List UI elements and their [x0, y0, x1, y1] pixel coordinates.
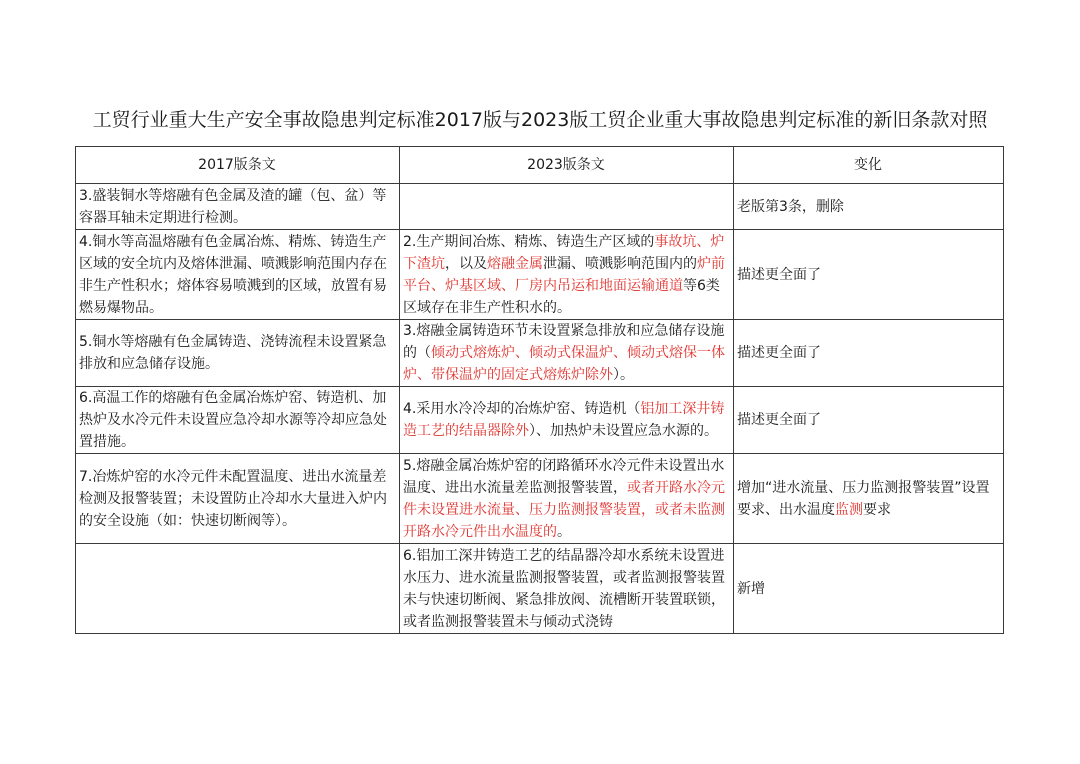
- cell-change: [734, 230, 1004, 320]
- cell-2017: 7.冶炼炉窑的水冷元件未配置温度、进出水流量差检测及报警装置；未设置防止冷却水大量进入炉内的安全设施（如：快速切断阀等）。: [76, 454, 400, 544]
- text-segment: 3.熔融金属铸造环节未设置紧急排放和应急储存设施的（: [403, 323, 725, 361]
- text-segment: 老版第3条，删除: [737, 198, 844, 215]
- text-segment: ）、加热炉未设置应急水源的。: [529, 423, 718, 439]
- table-row: [76, 320, 1004, 387]
- cell-2017: 3.盛装铜水等熔融有色金属及渣的罐（包、盆）等容器耳轴未定期进行检测。: [76, 184, 400, 230]
- highlight-text: 监测: [835, 501, 863, 518]
- cell-2023: [400, 454, 734, 544]
- cell-2017: [76, 544, 400, 634]
- text-segment: 描述更全面了: [737, 412, 821, 428]
- text-segment: 5.熔融金属冶炼炉窑的闭路循环水冷元件未设置出水温度、进出水流量差监测报警装置，: [403, 457, 725, 496]
- text-segment: 增加“进水流量、压力监测报警装置”设置要求、出水温度: [737, 479, 990, 518]
- text-segment: 描述更全面了: [737, 266, 821, 283]
- highlight-text: 熔融金属: [487, 255, 543, 272]
- table-row: [76, 387, 1004, 454]
- cell-2023: [400, 184, 734, 230]
- text-segment: 6.铝加工深井铸造工艺的结晶器冷却水系统未设置进水压力、进水流量监测报警装置，或者监测报警装置未与快速切断阀、紧急排放阀、流槽断开装置联锁，或者监测报警装置未与倾动式浇铸: [403, 547, 725, 630]
- highlight-text: 铝加工深井铸造工艺的结晶器除外: [403, 401, 725, 439]
- cell-change: [734, 454, 1004, 544]
- cell-2023: [400, 387, 734, 454]
- header-2023: 2023版条文: [400, 147, 734, 184]
- cell-change: [734, 387, 1004, 454]
- table-header-row: [76, 147, 1004, 184]
- cell-2023: [400, 230, 734, 320]
- cell-2017: 5.铜水等熔融有色金属铸造、浇铸流程未设置紧急排放和应急储存设施。: [76, 320, 400, 387]
- text-segment: 。: [557, 523, 571, 540]
- text-segment: 要求: [863, 501, 891, 518]
- text-segment: 泄漏、喷溅影响范围内的: [543, 255, 697, 272]
- highlight-text: 倾动式熔炼炉、倾动式保温炉、倾动式熔保一体炉、带保温炉的固定式熔炼炉除外: [403, 345, 725, 383]
- cell-2023: [400, 320, 734, 387]
- cell-2017: 4.铜水等高温熔融有色金属冶炼、精炼、铸造生产区域的安全坑内及熔体泄漏、喷溅影响范围内存在非生产性积水；熔体容易喷溅到的区域，放置有易燃易爆物品。: [76, 230, 400, 320]
- cell-2023: [400, 544, 734, 634]
- document-title: 工贸行业重大生产安全事故隐患判定标准2017版与2023版工贸企业重大事故隐患判定标准的新旧条款对照: [92, 109, 988, 131]
- text-segment: 新增: [737, 580, 765, 597]
- header-2017: 2017版条文: [76, 147, 400, 184]
- cell-change: [734, 184, 1004, 230]
- table-row: [76, 230, 1004, 320]
- text-segment: ）。: [613, 367, 634, 383]
- cell-change: [734, 544, 1004, 634]
- cell-change: [734, 320, 1004, 387]
- header-change: 变化: [734, 147, 1004, 184]
- cell-2017: 6.高温工作的熔融有色金属冶炼炉窑、铸造机、加热炉及水冷元件未设置应急冷却水源等冷却应急处置措施。: [76, 387, 400, 454]
- text-segment: 2.生产期间冶炼、精炼、铸造生产区域的: [403, 233, 655, 250]
- text-segment: ，以及: [445, 255, 487, 272]
- highlight-text: 或者开路水冷元件未设置进水流量、压力监测报警装置，或者未监测开路水冷元件出水温度的: [403, 479, 725, 540]
- text-segment: 描述更全面了: [737, 345, 821, 361]
- comparison-table: [75, 146, 1004, 634]
- highlight-text: 炉前平台、炉基区域、厂房内吊运和地面运输通道: [403, 255, 725, 294]
- text-segment: 等6类区域存在非生产性积水的。: [403, 277, 720, 316]
- highlight-text: 事故坑、炉下渣坑: [403, 233, 725, 272]
- table-row: [76, 184, 1004, 230]
- table-row: [76, 454, 1004, 544]
- table-row: [76, 544, 1004, 634]
- text-segment: 4.采用水冷冷却的冶炼炉窑、铸造机（: [403, 401, 641, 417]
